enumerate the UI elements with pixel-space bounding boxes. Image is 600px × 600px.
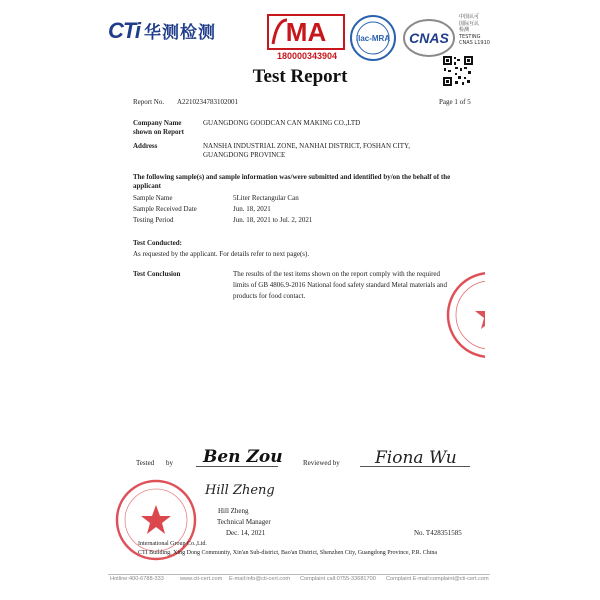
reviewed-by-label: Reviewed by [303, 459, 340, 467]
svg-text:MA: MA [285, 17, 327, 47]
address-line-2: GUANGDONG PROVINCE [203, 151, 286, 159]
footer-email: E-mail:info@cti-cert.com [229, 576, 291, 582]
tested-signature-line [196, 466, 278, 467]
sample-row-label: Testing Period [133, 216, 174, 224]
approver-name: Hill Zheng [218, 507, 249, 515]
tested-by-label: by [166, 459, 173, 467]
sample-row-label: Sample Name [133, 194, 173, 202]
svg-text:CNAS: CNAS [409, 30, 449, 46]
cti-logo [108, 18, 243, 48]
page-indicator: Page 1 of 5 [439, 98, 471, 106]
cma-logo [267, 14, 345, 50]
sample-row-label: Sample Received Date [133, 205, 197, 213]
footer-complaint-call: Complaint call:0755-33681700 [300, 576, 376, 582]
approver-title: Technical Manager [217, 518, 271, 526]
footer-divider [108, 574, 490, 575]
sample-row-value: Jun. 18, 2021 to Jul. 2, 2021 [233, 216, 313, 224]
cnas-accreditation-text: 中国认可 国际互认 检测 TESTING CNAS L1910 [459, 14, 490, 46]
svg-text:ilac-MRA: ilac-MRA [355, 34, 391, 43]
reviewed-signature: Fiona Wu [375, 448, 457, 468]
conclusion-line-2: limits of GB 4806.9-2016 National food safety standard Metal materials and [233, 281, 448, 289]
tested-signature: Ben Zou [203, 447, 283, 467]
issuer-line-2: CTI Building, Xing Dong Community, Xin'an Sub-district, Bao'an District, Shenzhen City, Guangdong Province, P.R. China [138, 550, 438, 556]
cti-brand: CTi [108, 18, 141, 43]
address-line-1: NANSHA INDUSTRIAL ZONE, NANHAI DISTRICT, FOSHAN CITY, [203, 142, 410, 150]
reviewed-signature-line [360, 466, 470, 467]
test-conclusion-label: Test Conclusion [133, 270, 181, 278]
cnas-logo [402, 14, 457, 62]
certificate-number: No. T428351585 [414, 529, 462, 537]
page-title: Test Report [252, 66, 348, 87]
report-number: A2210234783102001 [177, 98, 239, 106]
test-conducted-heading: Test Conducted: [133, 239, 182, 247]
test-conducted-text: As requested by the applicant. For details refer to next page(s). [133, 250, 310, 258]
conclusion-line-1: The results of the test items shown on the report comply with the required [233, 270, 441, 278]
sample-row-value: Jun. 18, 2021 [233, 205, 271, 213]
cma-number: 180000343904 [276, 51, 338, 61]
company-name-label: Company Name shown on Report [133, 119, 184, 136]
footer-complaint-email: Complaint E-mail:complaint@cti-cert.com [386, 576, 489, 582]
cti-chinese-name: 华测检测 [144, 23, 217, 43]
footer-website: www.cti-cert.com [180, 576, 223, 582]
issue-date: Dec. 14, 2021 [226, 529, 266, 537]
sample-intro: The following sample(s) and sample information was/were submitted and identified by/on the behalf of the applicant [133, 173, 451, 190]
approver-signature: Hill Zheng [205, 483, 275, 498]
company-name: GUANGDONG GOODCAN CAN MAKING CO.,LTD [203, 119, 361, 127]
edge-seal-stamp [445, 270, 485, 360]
footer-hotline: Hotline:400-6788-333 [110, 576, 164, 582]
report-number-label: Report No. [133, 98, 165, 106]
ilac-mra-logo [349, 14, 397, 62]
issuer-line-1: International Group Co.,Ltd. [138, 541, 207, 547]
address-label: Address [133, 142, 158, 150]
conclusion-line-3: products for food contact. [233, 292, 306, 300]
tested-label: Tested [136, 459, 155, 467]
sample-row-value: 5Liter Rectangular Can [233, 194, 299, 202]
